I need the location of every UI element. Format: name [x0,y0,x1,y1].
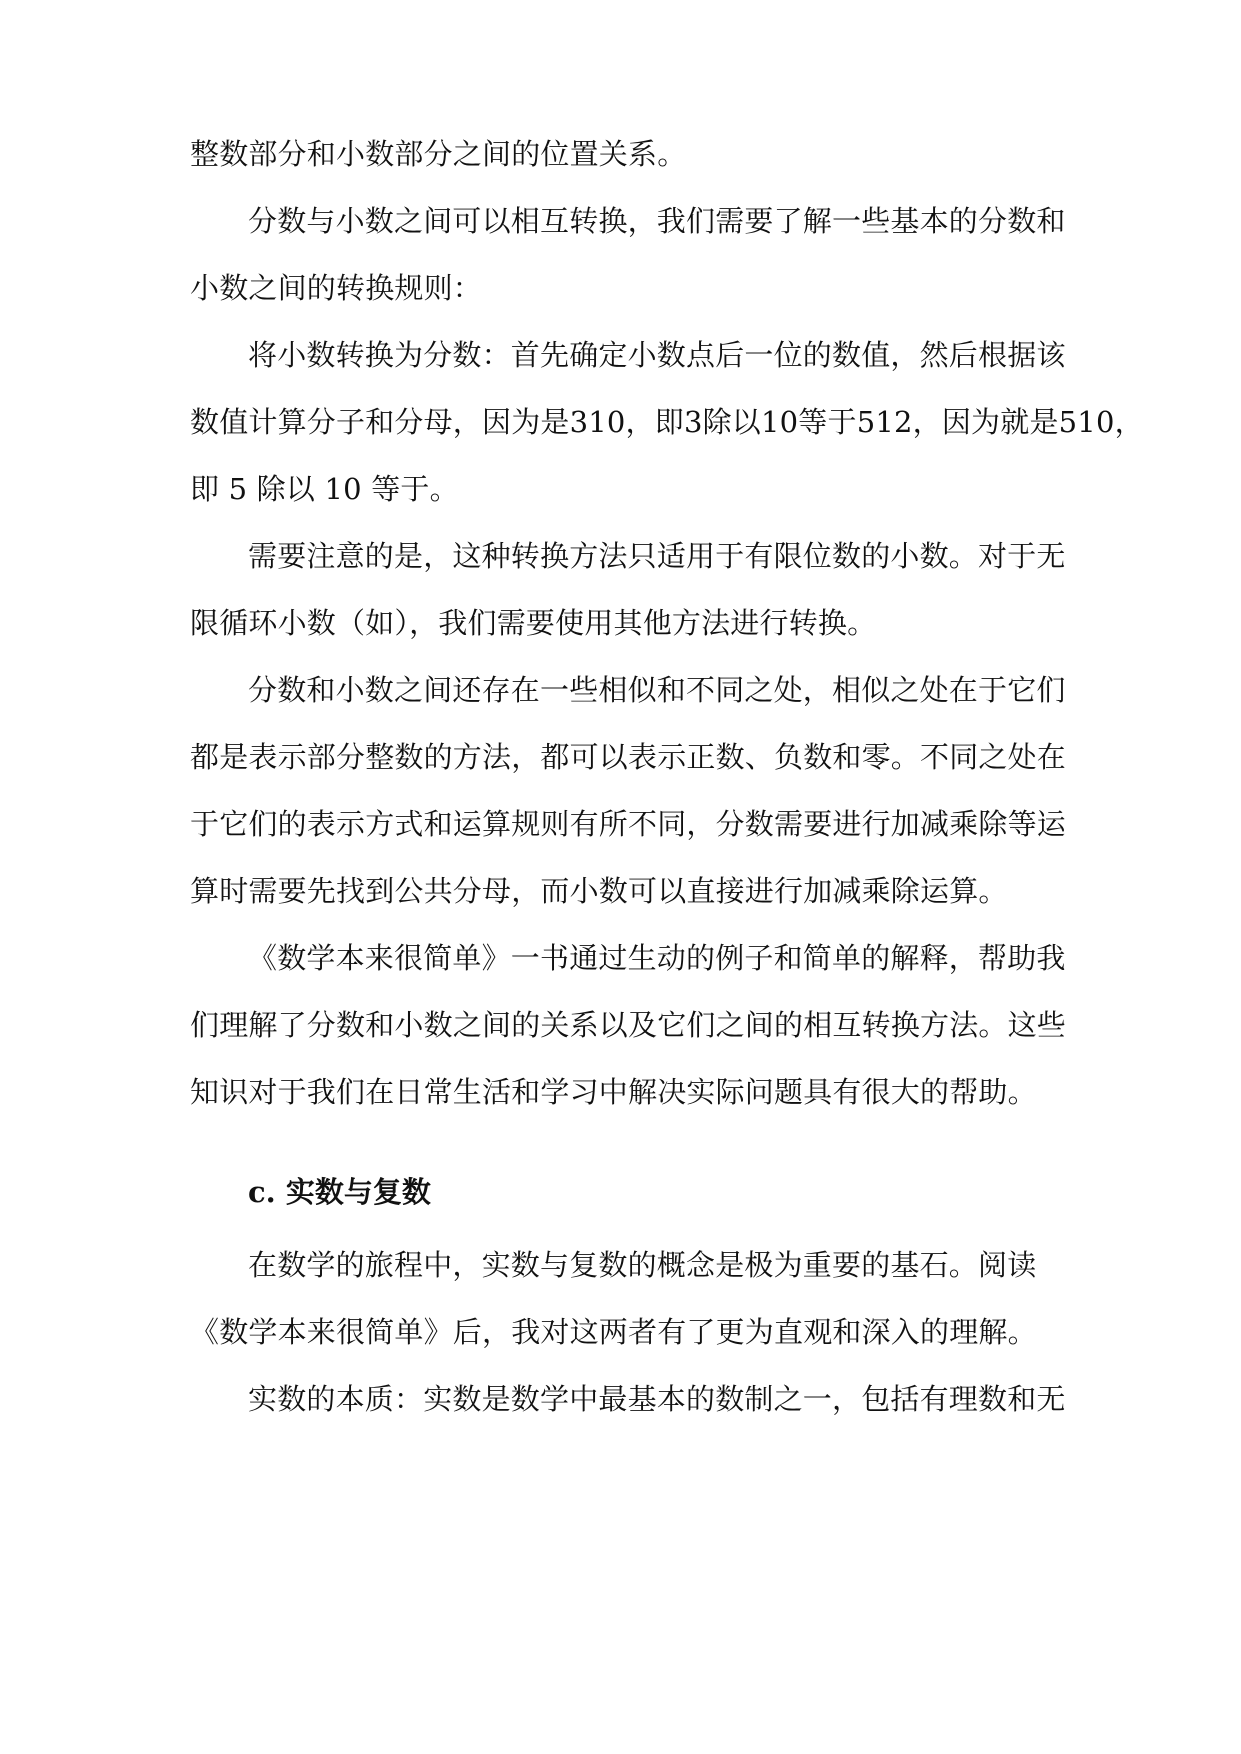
text-line-11: 于它们的表示方式和运算规则有所不同，分数需要进行加减乘除等运 [190,807,1067,841]
text-line-14: 们理解了分数和小数之间的关系以及它们之间的相互转换方法。这些 [190,1008,1067,1042]
text-line-6: 即 5 除以 10 等于。 [190,472,459,506]
text-line-12: 算时需要先找到公共分母，而小数可以直接进行加减乘除运算。 [190,874,1008,908]
section-heading: c. 实数与复数 [248,1175,431,1209]
text-line-13: 《数学本来很简单》一书通过生动的例子和简单的解释，帮助我 [248,941,1066,975]
section-line-1: 在数学的旅程中，实数与复数的概念是极为重要的基石。阅读 [248,1248,1037,1282]
text-line-5: 数值计算分子和分母，因为是310，即3除以10等于512，因为就是510， [190,405,1144,439]
text-line-3: 小数之间的转换规则： [190,271,483,305]
text-line-2: 分数与小数之间可以相互转换，我们需要了解一些基本的分数和 [248,204,1066,238]
text-line-8: 限循环小数（如），我们需要使用其他方法进行转换。 [190,606,877,640]
text-line-10: 都是表示部分整数的方法，都可以表示正数、负数和零。不同之处在 [190,740,1067,774]
text-line-9: 分数和小数之间还存在一些相似和不同之处，相似之处在于它们 [248,673,1066,707]
section-line-3: 实数的本质：实数是数学中最基本的数制之一，包括有理数和无 [248,1382,1066,1416]
text-line-4: 将小数转换为分数：首先确定小数点后一位的数值，然后根据该 [248,338,1066,372]
section-line-2: 《数学本来很简单》后，我对这两者有了更为直观和深入的理解。 [190,1315,1037,1349]
text-line-7: 需要注意的是，这种转换方法只适用于有限位数的小数。对于无 [248,539,1066,573]
text-line-15: 知识对于我们在日常生活和学习中解决实际问题具有很大的帮助。 [190,1075,1037,1109]
text-line-1: 整数部分和小数部分之间的位置关系。 [190,137,687,171]
